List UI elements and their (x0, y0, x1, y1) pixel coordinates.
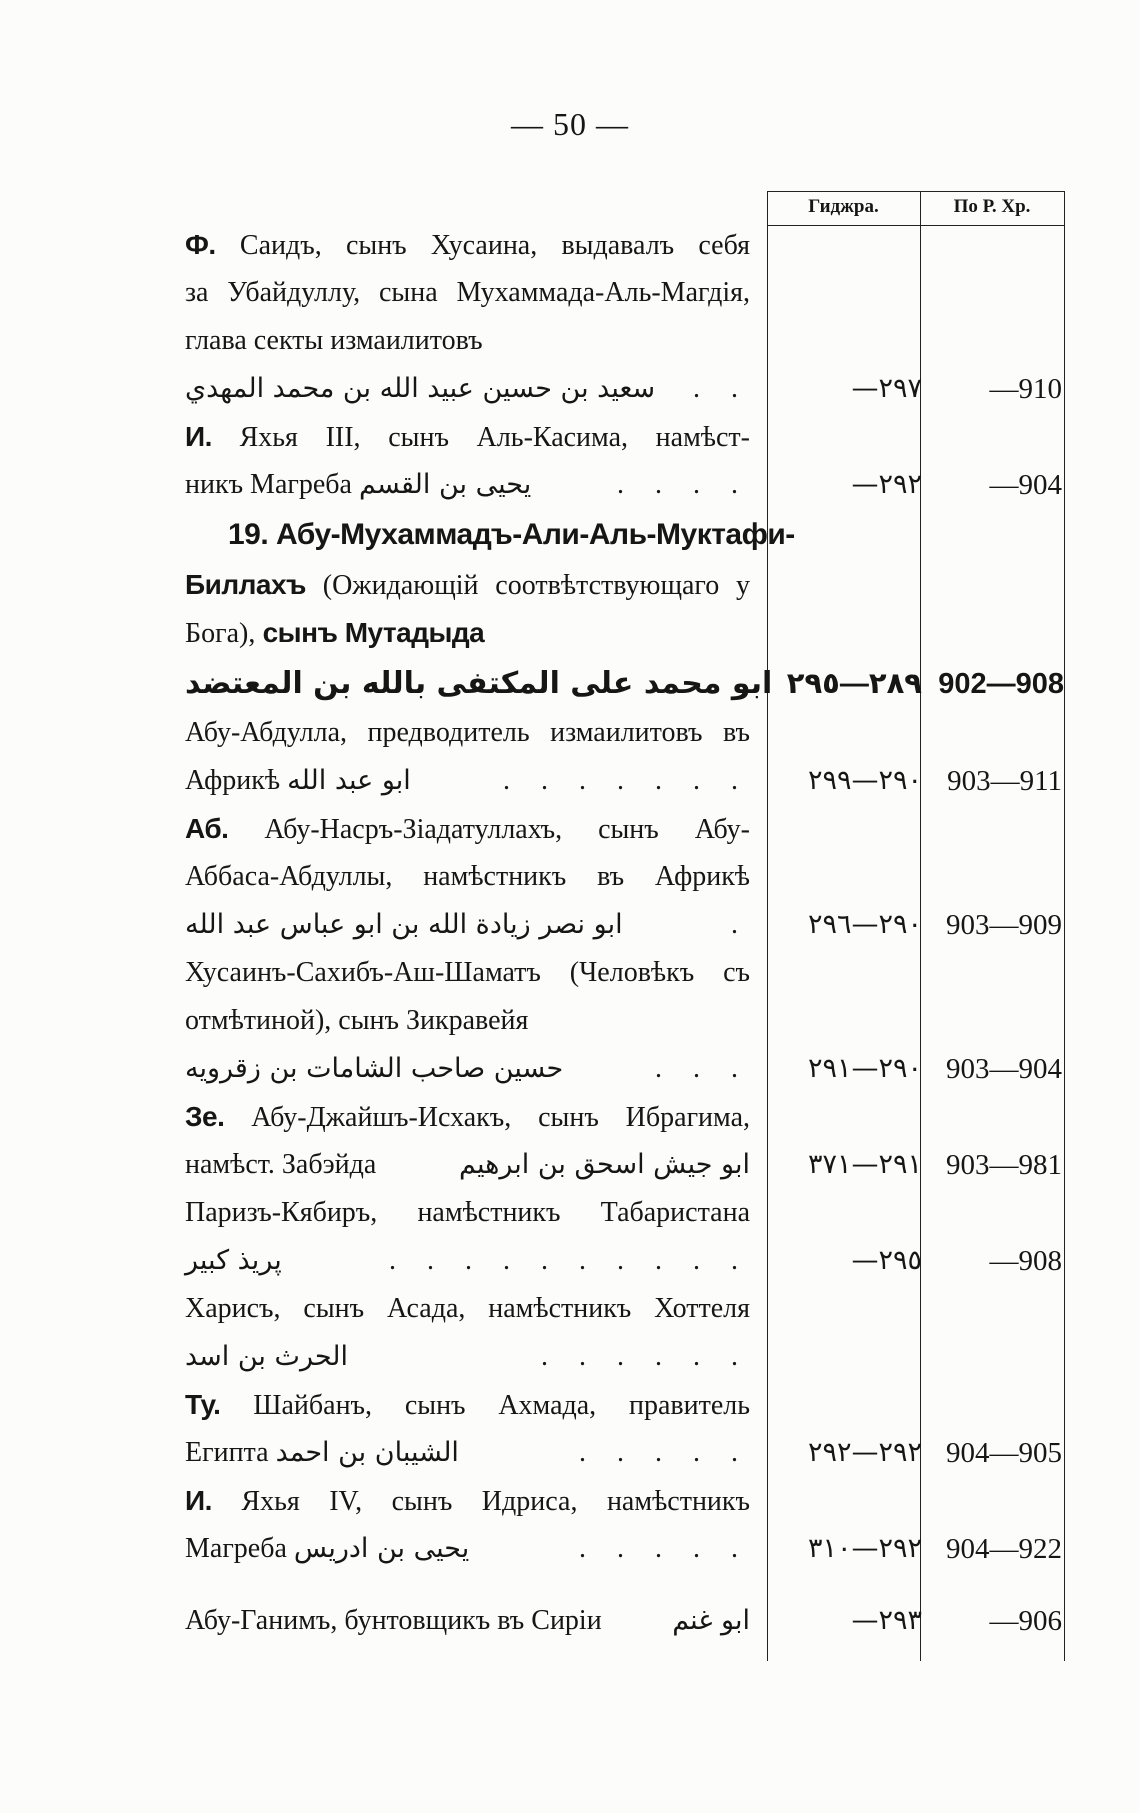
arabic-name: سعيد بن حسين عبيد الله بن محمد المهدي (185, 373, 656, 404)
entry-text: Магреба (185, 1533, 287, 1564)
ad-date: —904 (989, 469, 1062, 501)
entry-text: Хусаинъ-Сахибъ-Аш-Шаматъ (Человѣкъ съ (185, 957, 750, 988)
entry-marker: И. (185, 1485, 212, 1516)
entry-text: намѣст. Забэйда (185, 1149, 377, 1180)
entry-marker: И. (185, 421, 212, 452)
hijra-date: —٢٩٢ (851, 469, 922, 500)
hijra-date: ٢٩٢—٢٩٢ (807, 1437, 922, 1468)
hijra-date (772, 1333, 922, 1381)
ad-date: —910 (989, 373, 1062, 405)
leader-dots: . . . (655, 1053, 750, 1084)
hijra-date: ٢٩٠—٢٩٦ (807, 909, 922, 940)
column-rule-left (767, 191, 768, 1661)
arabic-name: يحيى بن القسم (358, 469, 532, 500)
page-number: — 50 — (511, 106, 629, 142)
header-rule-top (767, 191, 1065, 192)
entry-text: отмѣтиной), сынъ Зикравейя (185, 1005, 529, 1036)
entry-text: Шайбанъ, сынъ Ахмада, правитель (220, 1390, 750, 1421)
entry-marker: Аб. (185, 813, 229, 844)
ad-date: 904—905 (946, 1437, 1062, 1469)
entry-text: Абу-Джайшъ-Исхакъ, сынъ Ибрагима, (224, 1102, 750, 1133)
entry-text: Саидъ, сынъ Хусаина, выдавалъ себя (215, 230, 750, 261)
leader-dots: . . . . . . (541, 1341, 750, 1372)
ad-date: 903—981 (946, 1149, 1062, 1181)
hijra-date: —٢٩٣ (851, 1605, 922, 1636)
arabic-name: حسين صاحب الشامات بن زقرويه (185, 1053, 564, 1084)
hijra-date: ٢٩١—٣٧١ (807, 1149, 922, 1180)
header-rule-bottom (767, 225, 1065, 226)
hijra-date: —٢٩٧ (851, 373, 922, 404)
entry-text: Африкѣ (185, 765, 281, 796)
entry-text: (Ожидающій соотвѣтствующаго у (305, 570, 750, 601)
entry-marker: Ту. (185, 1389, 221, 1420)
ad-date: 903—911 (947, 765, 1062, 797)
arabic-name: پريذ كبير (185, 1245, 282, 1276)
leader-dots: . . . . . (579, 1437, 750, 1468)
ad-date (922, 1333, 1062, 1381)
header-ad: По Р. Хр. (953, 196, 1031, 217)
arabic-name: الحرث بن اسد (185, 1341, 349, 1372)
entry-text: Египта (185, 1437, 269, 1468)
arabic-name: ابو عبد الله (287, 765, 411, 796)
caliph-heading: 19. Абу-Мухаммадъ-Али-Аль-Муктафи- (228, 518, 795, 551)
entry-text: за Убайдуллу, сына Мухаммада-Аль-Магдія, (185, 277, 750, 308)
arabic-name: ابو غنم (672, 1605, 750, 1636)
entry-text-bold: сынъ Мутадыда (255, 617, 485, 648)
arabic-name: يحيى بن ادريس (293, 1533, 470, 1564)
arabic-name: ابو نصر زيادة الله بن ابو عباس عبد الله (185, 909, 623, 940)
entry-text: Яхья IV, сынъ Идриса, намѣстникъ (211, 1486, 750, 1517)
entry-text: Абу-Абдулла, предводитель измаилитовъ въ (185, 717, 750, 748)
ad-date: 903—909 (946, 909, 1062, 941)
leader-dots: . . . . (617, 469, 750, 500)
entry-text: Харисъ, сынъ Асада, намѣстникъ Хоттеля (185, 1293, 750, 1324)
arabic-name: ابو محمد على المكتفى بالله بن المعتضد (185, 666, 773, 701)
leader-dots: . . . . . . . (503, 765, 750, 796)
hijra-date: ٢٨٩—٢٩٥ (786, 668, 922, 700)
entry-text: Аббаса-Абдуллы, намѣстникъ въ Африкѣ (185, 861, 750, 892)
header-hijra: Гиджра. (808, 196, 879, 217)
leader-dots: . (731, 909, 750, 940)
ad-date: —906 (989, 1605, 1062, 1637)
ad-date: 902—908 (938, 668, 1064, 700)
entry-marker: Зе. (185, 1101, 225, 1132)
entry-marker: Биллахъ (185, 569, 306, 600)
entry-text: Бога), (185, 618, 256, 649)
entry-text: Паризъ-Кябиръ, намѣстникъ Табаристана (185, 1197, 750, 1228)
entry-text: Абу-Ганимъ, бунтовщикъ въ Сиріи (185, 1605, 602, 1636)
entry-marker: Ф. (185, 229, 216, 260)
leader-dots: . . . . . . . . . . (389, 1245, 750, 1276)
leader-dots: . . . . . (579, 1533, 750, 1564)
arabic-name: ابو جيش اسحق بن ابرهيم (459, 1149, 750, 1180)
entry-text: никъ Магреба (185, 469, 352, 500)
ad-date: —908 (989, 1245, 1062, 1277)
hijra-date: ٢٩٠—٢٩٩ (807, 765, 922, 796)
leader-dots: . . (693, 373, 750, 404)
ad-date: 904—922 (946, 1533, 1062, 1565)
hijra-date: ٢٩٢—٣١٠ (807, 1533, 922, 1564)
column-rule-right (1064, 191, 1065, 1661)
ad-date: 903—904 (946, 1053, 1062, 1085)
entry-text: глава секты измаилитовъ (185, 325, 483, 356)
hijra-date: ٢٩٠—٢٩١ (807, 1053, 922, 1084)
arabic-name: الشيبان بن احمد (275, 1437, 459, 1468)
entry-text: Абу-Насръ-Зіадатуллахъ, сынъ Абу- (228, 814, 750, 845)
entry-text: Яхья III, сынъ Аль-Касима, намѣст- (211, 422, 750, 453)
hijra-date: —٢٩٥ (851, 1245, 922, 1276)
